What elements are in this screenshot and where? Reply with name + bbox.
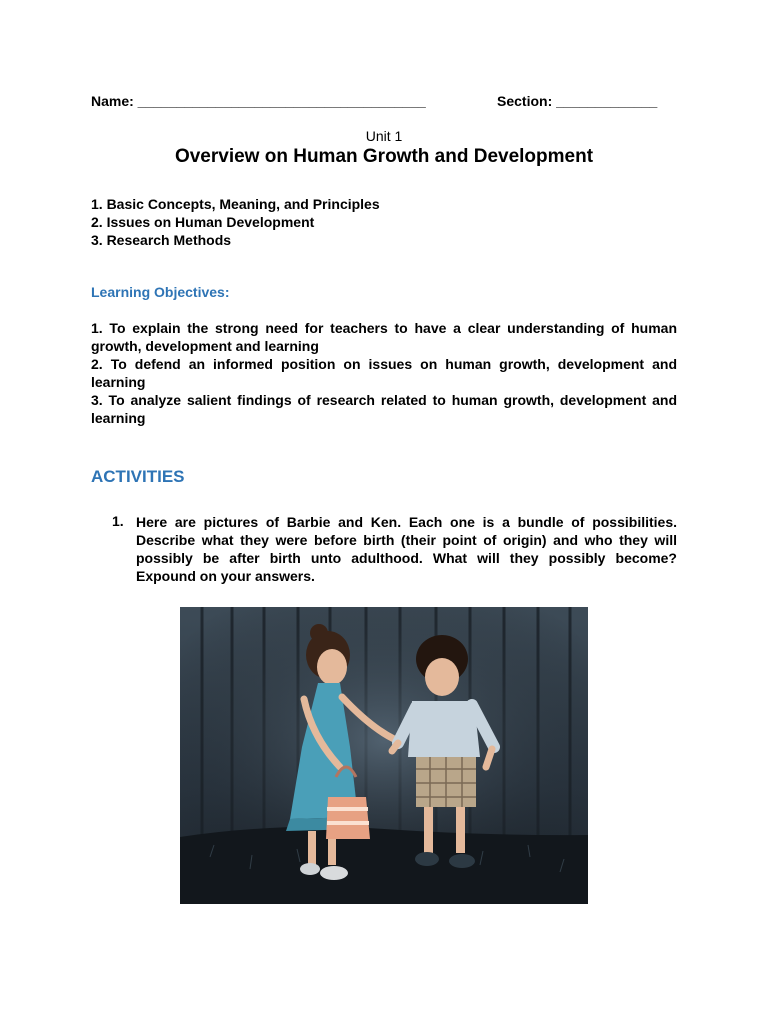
- unit-label: Unit 1: [365, 128, 403, 144]
- objective-item: 2. To defend an informed position on issues on human growth, development and learning: [91, 356, 677, 390]
- activity-item-number: 1.: [112, 513, 124, 529]
- activities-heading: ACTIVITIES: [91, 467, 185, 486]
- learning-objectives-list: [91, 319, 677, 427]
- objective-item: 1. To explain the strong need for teachers to have a clear understanding of human growth, development and learning: [91, 320, 677, 354]
- topic-item: 1. Basic Concepts, Meaning, and Principles: [91, 196, 380, 212]
- topics-list: [91, 195, 380, 249]
- children-photo: [180, 607, 588, 904]
- activity-item-text: Here are pictures of Barbie and Ken. Each one is a bundle of possibilities. Describe what they were before birth (their point of origin) and who they will possibly be after birth unto adulthood. What will they possibly become? Expound on your answers.: [136, 514, 677, 584]
- topic-item: 3. Research Methods: [91, 232, 232, 248]
- topic-item: 2. Issues on Human Development: [91, 214, 315, 230]
- children-photo-illustration: [180, 607, 588, 904]
- section-field-label: Section: _____________: [497, 93, 658, 109]
- page-title: Overview on Human Growth and Development: [174, 146, 594, 167]
- learning-objectives-heading: Learning Objectives:: [91, 284, 230, 300]
- objective-item: 3. To analyze salient findings of research related to human growth, development and learning: [91, 392, 677, 426]
- name-field-label: Name: _____________________________________: [91, 93, 426, 109]
